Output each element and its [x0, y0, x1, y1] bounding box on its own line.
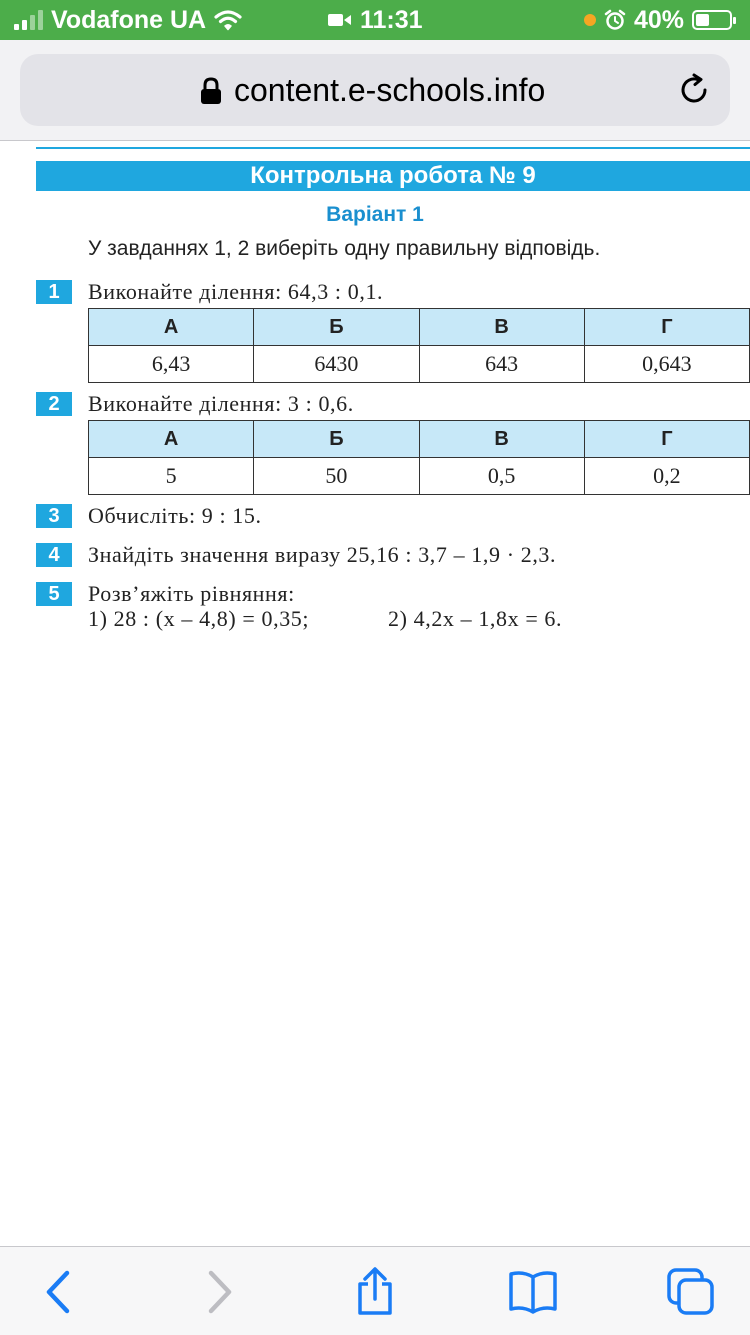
option-label: А [89, 309, 254, 346]
reload-icon[interactable] [676, 72, 712, 108]
url-text: content.e-schools.info [234, 72, 546, 108]
option-value: 5 [89, 458, 254, 495]
share-icon[interactable] [350, 1267, 400, 1317]
answer-table-2 [88, 420, 750, 495]
task-2 [36, 389, 354, 417]
task-number: 2 [36, 392, 72, 416]
task-text: Знайдіть значення виразу 25,16 : 3,7 – 1,9 · 2,3. [88, 541, 557, 567]
equation-1: 1) 28 : (x – 4,8) = 0,35; [88, 606, 310, 631]
wifi-icon [214, 9, 242, 31]
status-left [14, 6, 242, 34]
top-divider [36, 147, 750, 149]
screen-recording-icon [328, 12, 352, 28]
task-number: 4 [36, 543, 72, 567]
carrier-name: Vodafone UA [51, 5, 207, 34]
task-4 [36, 540, 556, 568]
alarm-icon [604, 9, 626, 31]
table-value-row [89, 458, 750, 495]
status-center [328, 6, 423, 34]
tabs-icon[interactable] [666, 1267, 716, 1317]
task-number: 5 [36, 582, 72, 606]
option-value: 50 [254, 458, 419, 495]
battery-percent: 40% [633, 5, 684, 34]
option-label: В [419, 421, 584, 458]
option-label: Б [254, 421, 419, 458]
task-number: 3 [36, 504, 72, 528]
variant-heading: Варіант 1 [326, 203, 424, 226]
option-value: 0,643 [584, 346, 749, 383]
status-bar [0, 0, 750, 40]
option-value: 643 [419, 346, 584, 383]
table-value-row [89, 346, 750, 383]
task-text: Розв’яжіть рівняння: [88, 580, 295, 606]
option-value: 0,2 [584, 458, 749, 495]
task-5 [36, 579, 295, 607]
option-value: 0,5 [419, 458, 584, 495]
chevron-right-icon[interactable] [194, 1267, 244, 1317]
task-number: 1 [36, 280, 72, 304]
browser-toolbar [0, 1246, 750, 1335]
task-1 [36, 277, 383, 305]
mic-in-use-indicator [584, 14, 596, 26]
option-label: Б [254, 309, 419, 346]
table-header-row [89, 421, 750, 458]
cellular-signal-icon [14, 10, 43, 30]
lock-icon [200, 77, 222, 105]
option-label: А [89, 421, 254, 458]
option-value: 6,43 [89, 346, 254, 383]
book-icon[interactable] [508, 1267, 558, 1317]
instruction-text: У завданнях 1, 2 виберіть одну правильну відповідь. [88, 237, 601, 260]
browser-address-bar [0, 40, 750, 141]
clock-time: 11:31 [360, 5, 423, 34]
option-label: Г [584, 309, 749, 346]
task-text: Виконайте ділення: 3 : 0,6. [88, 390, 354, 416]
answer-table-1 [88, 308, 750, 383]
url-field[interactable] [20, 54, 730, 126]
option-label: Г [584, 421, 749, 458]
equation-2: 2) 4,2x – 1,8x = 6. [388, 606, 563, 631]
option-value: 6430 [254, 346, 419, 383]
url-display[interactable] [200, 72, 545, 109]
table-header-row [89, 309, 750, 346]
task-text: Обчисліть: 9 : 15. [88, 502, 262, 528]
task-3 [36, 501, 262, 529]
battery-icon [692, 10, 732, 30]
option-label: В [419, 309, 584, 346]
task-text: Виконайте ділення: 64,3 : 0,1. [88, 278, 384, 304]
chevron-left-icon[interactable] [34, 1267, 84, 1317]
test-title: Контрольна робота № 9 [36, 161, 750, 191]
status-right [584, 6, 732, 34]
